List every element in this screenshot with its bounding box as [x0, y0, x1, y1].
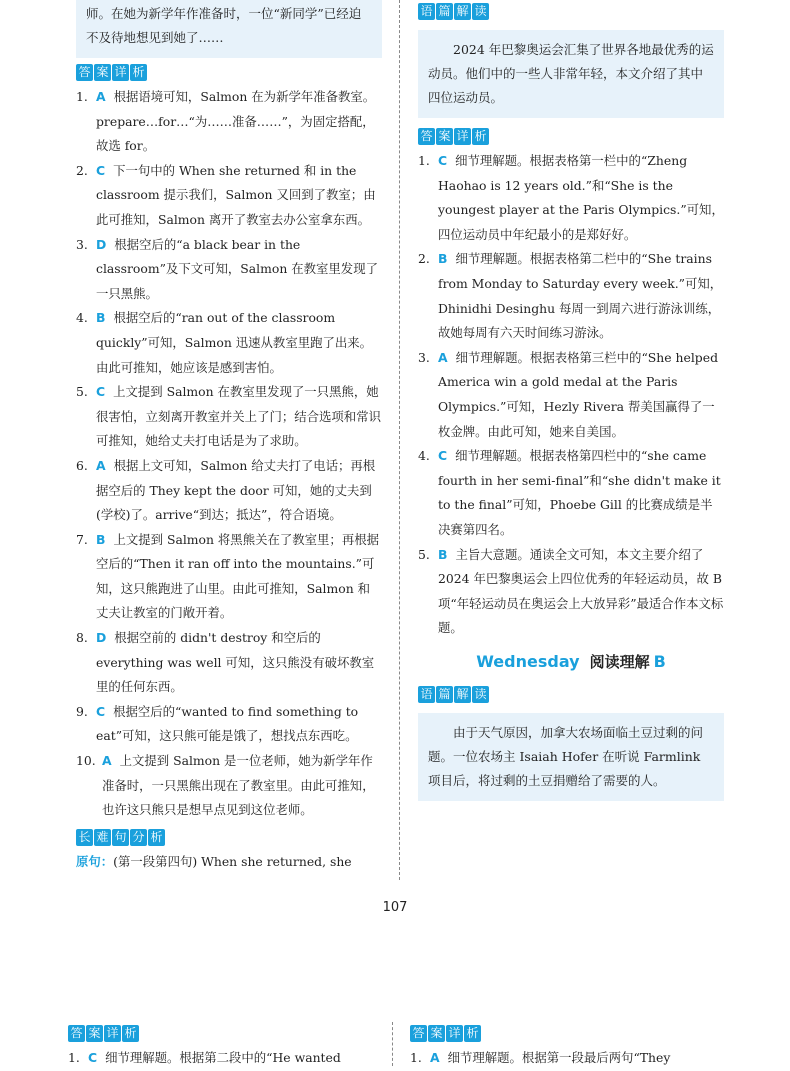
answer-item: 1. A 根据语境可知，Salmon 在为新学年准备教室。prepare…for…“为……准备……”，为固定搭配，故选 for。	[76, 89, 376, 154]
answer-letter: C	[96, 384, 106, 400]
answer-analysis-tag: 答 案 详 析	[418, 128, 490, 145]
answer-letter: C	[88, 1050, 98, 1065]
answer-letter: C	[438, 153, 448, 168]
answer-item: 5. B 主旨大意题。通读全文可知，本文主要介绍了 2024 年巴黎奥运会上四位优秀的年轻运动员，故 B 项“年轻运动员在奥运会上大放异彩”最适合作本文标题。	[418, 546, 724, 636]
answer-analysis-tag: 答 案 详 析	[68, 1025, 140, 1042]
answer-item: 6. A 根据上文可知，Salmon 给丈夫打了电话；再根据空后的 They kept the door 可知，她的丈夫到(学校)了。arrive“到达；抵达”，符合语境。	[76, 457, 376, 523]
answer-letter: A	[96, 89, 106, 104]
answer-letter: B	[438, 251, 448, 267]
answer-item: 2. B 细节理解题。根据表格第二栏中的“She trains from Monday to Saturday every week.”可知，Dhinidhi Desinghu 每周一到周六进行游泳训练，故她每周有六天时间练习游泳。	[418, 251, 723, 341]
answer-letter: A	[96, 457, 106, 473]
answer-item: 4. B 根据空后的“ran out of the classroom quickly”可知，Salmon 迅速从教室里跑了出来。由此可推知，她应该是感到害怕。	[76, 310, 373, 375]
answer-letter: C	[438, 448, 448, 464]
answer-letter: B	[96, 531, 106, 547]
original-sentence: 原句：(第一段第四句) When she returned, she	[76, 853, 352, 869]
long-sentence-analysis-tag: 长 难 句 分 析	[76, 829, 166, 846]
answer-item: 5. C 上文提到 Salmon 在教室里发现了一只黑熊，她很害怕，立刻离开教室并关上了门；结合选项和常识可推知，她给丈夫打电话是为了求助。	[76, 384, 381, 449]
passage-reading-tag: 语 篇 解 读	[418, 3, 490, 20]
column-divider	[399, 0, 400, 880]
answer-letter: C	[96, 703, 106, 719]
right-column	[418, 0, 724, 801]
answer-item: 3. D 根据空后的“a black bear in the classroom”及下文可知，Salmon 在教室里发现了一只黑熊。	[76, 236, 378, 301]
page-number: 107	[382, 900, 408, 915]
answer-letter: B	[96, 310, 106, 326]
answer-item: 1. C 细节理解题。根据表格第一栏中的“Zheng Haohao is 12 years old.”和“She is the youngest player at the Paris Olympics.”可知，四位运动员中年纪最小的是郑好好。	[418, 153, 724, 242]
answer-item: 1. A 细节理解题。根据第一段最后两句“They	[410, 1050, 671, 1065]
answer-item: 2. C 下一句中的 When she returned 和 in the classroom 提示我们，Salmon 又回到了教室；由此可推知，Salmon 离开了教室去办公室拿东西。	[76, 162, 376, 227]
answer-item: 3. A 细节理解题。根据表格第三栏中的“She helped America win a gold medal at the Paris Olympics.”可知，Hezly Rivera 帮美国赢得了一枚金牌。由此可知，她来自美国。	[418, 349, 718, 439]
answer-item: 4. C 细节理解题。根据表格第四栏中的“she came fourth in her semi-final”和“she didn't make it to the final”可知，Phoebe Gill 的比赛成绩是半决赛第四名。	[418, 448, 721, 537]
answer-letter: A	[102, 753, 112, 769]
answer-letter: B	[438, 546, 448, 562]
answer-letter: D	[96, 236, 107, 252]
section-heading-day: Wednesday	[476, 651, 580, 671]
answer-analysis-tag: 答 案 详 析	[410, 1025, 482, 1042]
section-heading-letter: B	[653, 651, 666, 671]
passage-reading-tag: 语 篇 解 读	[418, 686, 490, 703]
answer-item: 7. B 上文提到 Salmon 将黑熊关在了教室里；再根据空后的“Then it ran off into the mountains.”可知，这只熊跑进了山里。由此可推知，Salmon 和丈夫让教室的门敞开着。	[76, 531, 379, 621]
intro-text: 师。在她为新学年作准备时，一位“新同学”已经迫不及待地想见到她了……	[86, 6, 362, 45]
column-divider	[392, 1022, 393, 1066]
answer-letter: D	[96, 630, 107, 646]
section-heading-title: 阅读理解	[589, 652, 650, 671]
answer-item: 9. C 根据空后的“wanted to find something to eat”可知，这只熊可能是饿了，想找点东西吃。	[76, 703, 359, 744]
answer-letter: A	[438, 349, 448, 365]
next-page-right	[410, 1022, 730, 1071]
answer-item: 1. C 细节理解题。根据第二段中的“He wanted	[68, 1050, 341, 1065]
passage-intro-box	[76, 0, 382, 58]
original-sentence-label: 原句：	[76, 853, 114, 869]
left-column	[76, 0, 382, 874]
answer-item: 8. D 根据空前的 didn't destroy 和空后的 everything was well 可知，这只熊没有破坏教室里的任何东西。	[76, 630, 375, 695]
answer-letter: C	[96, 162, 106, 178]
passage-summary-box: 由于天气原因，加拿大农场面临土豆过剩的问题。一位农场主 Isaiah Hofer 在听说 Farmlink 项目后，将过剩的土豆捐赠给了需要的人。	[418, 713, 724, 801]
answer-analysis-tag: 答 案 详 析	[76, 64, 148, 81]
answer-list	[418, 149, 724, 641]
section-heading	[418, 651, 724, 672]
next-page-left	[68, 1022, 378, 1071]
passage-summary-box: 2024 年巴黎奥运会汇集了世界各地最优秀的运动员。他们中的一些人非常年轻，本文介绍了其中四位运动员。	[418, 30, 724, 118]
answer-item: 10. A 上文提到 Salmon 是一位老师，她为新学年作准备时，一只黑熊出现在了教室里。由此可推知，也许这只熊只是想早点见到这位老师。	[76, 753, 375, 818]
answer-list	[76, 85, 382, 823]
answer-letter: A	[430, 1050, 440, 1065]
